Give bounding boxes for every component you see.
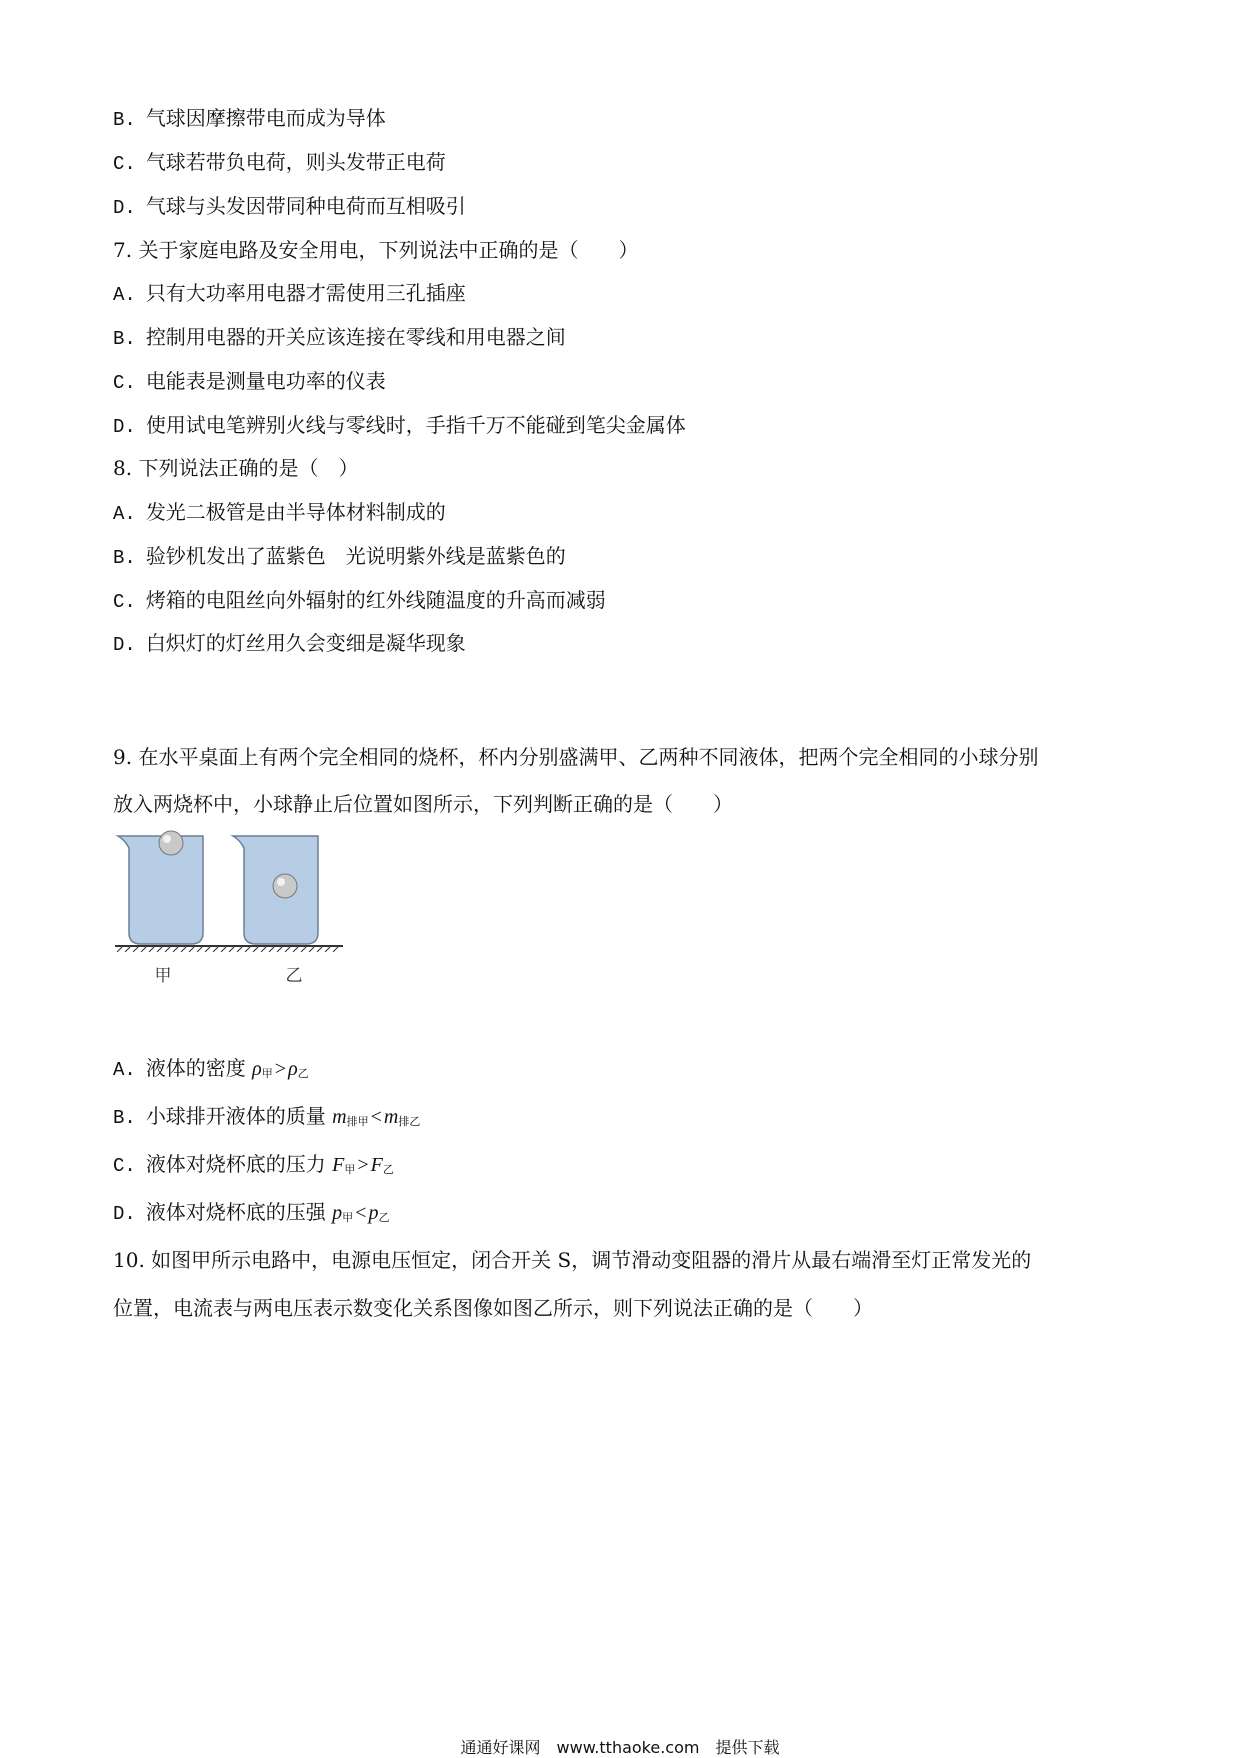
q9-stem-line2: 放入两烧杯中，小球静止后位置如图所示，下列判断正确的是（ ） [113,792,733,816]
option-text: 液体对烧杯底的压力 [145,1152,326,1176]
option-text: 验钞机发出了蓝紫色 光说明紫外线是蓝紫色的 [145,544,566,568]
option-text: 只有大功率用电器才需使用三孔插座 [145,281,466,305]
option-text: 使用试电笔辨别火线与零线时，手指千万不能碰到笔尖金属体 [145,413,686,437]
q6-option-c [113,150,446,176]
beaker-jia [118,831,203,944]
option-text: 气球与头发因带同种电荷而互相吸引 [145,194,466,218]
option-label: B. [113,1107,136,1129]
page-footer: 通通好课网 www.tthaoke.com 提供下载 [460,1738,780,1757]
option-label: D. [113,1203,136,1225]
formula: m排甲 < m排乙 [332,1106,421,1128]
beaker-jia-liquid [118,836,203,944]
option-label: A. [113,284,136,306]
formula: ρ甲 > ρ乙 [252,1058,309,1080]
option-label: B. [113,547,136,569]
q10-stem-line1: 10. 如图甲所示电路中，电源电压恒定，闭合开关 S，调节滑动变阻器的滑片从最右端滑至灯正常发光的 [113,1248,1032,1272]
option-label: C. [113,153,136,175]
option-label: C. [113,591,136,613]
q9-stem-line1: 9. 在水平桌面上有两个完全相同的烧杯，杯内分别盛满甲、乙两种不同液体，把两个完全相同的小球分别 [113,745,1039,769]
option-label: D. [113,634,136,656]
option-text: 气球因摩擦带电而成为导体 [145,106,386,130]
q6-option-d [113,194,466,220]
option-label: B. [113,109,136,131]
label-yi: 乙 [285,966,303,986]
option-text: 白炽灯的灯丝用久会变细是凝华现象 [145,631,466,655]
beakers-figure [113,828,353,988]
q9-option-c [113,1152,394,1182]
option-label: D. [113,416,136,438]
option-label: D. [113,197,136,219]
formula: p甲 < p乙 [332,1202,390,1224]
q10-stem-line2: 位置，电流表与两电压表示数变化关系图像如图乙所示，则下列说法正确的是（ ） [113,1296,873,1320]
q8-option-b [113,544,566,570]
beaker-yi [233,836,318,944]
ball-yi [273,874,297,898]
q6-option-b [113,106,386,132]
q8-option-a [113,500,446,526]
option-text: 电能表是测量电功率的仪表 [145,369,386,393]
ball-jia [159,831,183,855]
option-label: C. [113,372,136,394]
q7-option-b [113,325,566,351]
option-text: 控制用电器的开关应该连接在零线和用电器之间 [145,325,566,349]
option-text: 发光二极管是由半导体材料制成的 [145,500,446,524]
q7-option-c [113,369,386,395]
q7-option-d [113,413,686,439]
q8-option-c [113,588,606,614]
q9-option-a [113,1056,309,1086]
q9-option-d [113,1200,389,1230]
option-text: 液体的密度 [145,1056,246,1080]
label-jia: 甲 [154,966,172,986]
option-label: B. [113,328,136,350]
q8-stem: 8. 下列说法正确的是（ ） [113,456,359,480]
option-label: A. [113,503,136,525]
option-text: 烤箱的电阻丝向外辐射的红外线随温度的升高而减弱 [145,588,606,612]
formula: F甲 > F乙 [332,1154,394,1176]
option-text: 液体对烧杯底的压强 [145,1200,326,1224]
q8-option-d [113,631,466,657]
q9-option-b [113,1104,420,1134]
option-label: A. [113,1059,136,1081]
option-label: C. [113,1155,136,1177]
option-text: 气球若带负电荷，则头发带正电荷 [145,150,446,174]
q7-option-a [113,281,466,307]
option-text: 小球排开液体的质量 [145,1104,326,1128]
q7-stem: 7. 关于家庭电路及安全用电，下列说法中正确的是（ ） [113,238,639,262]
